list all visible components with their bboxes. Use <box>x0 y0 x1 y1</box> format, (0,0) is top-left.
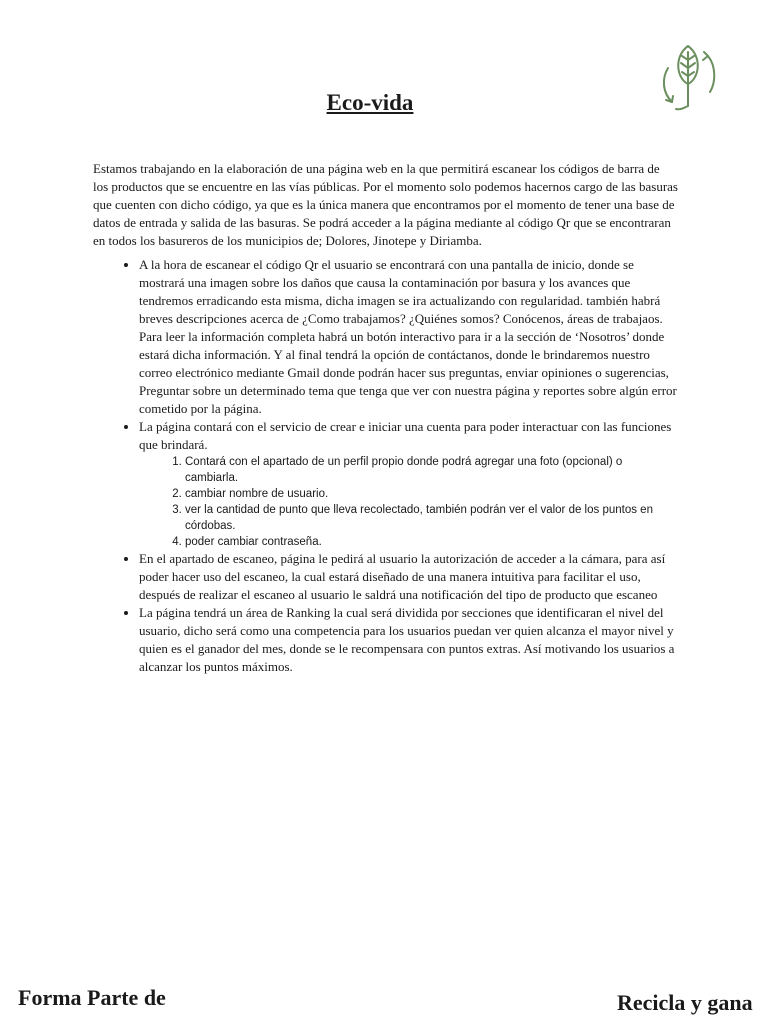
feature-list <box>93 256 678 676</box>
sub-list-item: 2. cambiar nombre de usuario. <box>185 486 678 502</box>
list-item <box>139 418 678 550</box>
footer-slogan: Recicla y gana <box>617 990 753 1015</box>
intro-paragraph: Estamos trabajando en la elaboración de una página web en la que permitirá escanear los códigos de barra de los productos que se encuentre en las vías públicas. Por el momento solo podemos hacernos cargo de las basuras que cuenten con dicho código, ya que es la única manera que encontramos por el momento de tener una base de datos de entrada y salida de las basuras. Se podrá acceder a la página mediante al código Qr que se encontraran en todos los basureros de los municipios de; Dolores, Jinotepe y Diriamba. <box>93 161 678 248</box>
sub-list-item: 3. ver la cantidad de punto que lleva recolectado, también podrán ver el valor de los puntos en córdobas. <box>185 502 678 534</box>
list-item <box>139 604 678 676</box>
page-title: Eco-vida <box>326 90 414 115</box>
document-body <box>93 160 678 676</box>
sub-list-item: 1. Contará con el apartado de un perfil propio donde podrá agregar una foto (opcional) o cambiarla. <box>185 454 678 486</box>
list-item-text: A la hora de escanear el código Qr el usuario se encontrará con una pantalla de inicio, donde se mostrará una imagen sobre los daños que causa la contaminación por basura y los avances que tendremos erradicando esta misma, dicha imagen se ira actualizando con regularidad. también habrá breves descripciones acerca de ¿Como trabajamos? ¿Quiénes somos? Conócenos, áreas de trabajaos. Para leer la información completa habrá un botón interactivo para ir a la sección de ‘Nosotros’ donde estará dicha información. Y al final tendrá la opción de contáctanos, donde le brindaremos nuestro correo electrónico mediante Gmail donde podrán hacer sus preguntas, enviar opiniones o sugerencias, Preguntar sobre un determinado tema que tenga que ver con nuestra página y reportes sobre algún error cometido por la página. <box>139 257 677 416</box>
list-item-text: En el apartado de escaneo, página le pedirá al usuario la autorización de acceder a la cámara, para así poder hacer uso del escaneo, la cual estará diseñado de una manera intuitiva para facilitar el uso, después de realizar el escaneo al usuario le saldrá una notificación del tipo de producto que escaneo <box>139 551 666 602</box>
sub-list-item: 4. poder cambiar contraseña. <box>185 534 678 550</box>
footer-join-text: Forma Parte de <box>18 985 166 1010</box>
list-item-text: La página contará con el servicio de crear e iniciar una cuenta para poder interactuar con las funciones que brindará. <box>139 419 672 452</box>
account-features-list <box>139 454 678 550</box>
list-item <box>139 550 678 604</box>
list-item-text: La página tendrá un área de Ranking la cual será dividida por secciones que identificaran el nivel del usuario, dicho será como una competencia para los usuarios puedan ver quien alcanza el mayor nivel y quien es el ganador del mes, donde se le recompensara con puntos extras. Así motivando los usuarios a alcanzar los puntos máximos. <box>139 605 675 674</box>
list-item <box>139 256 678 418</box>
